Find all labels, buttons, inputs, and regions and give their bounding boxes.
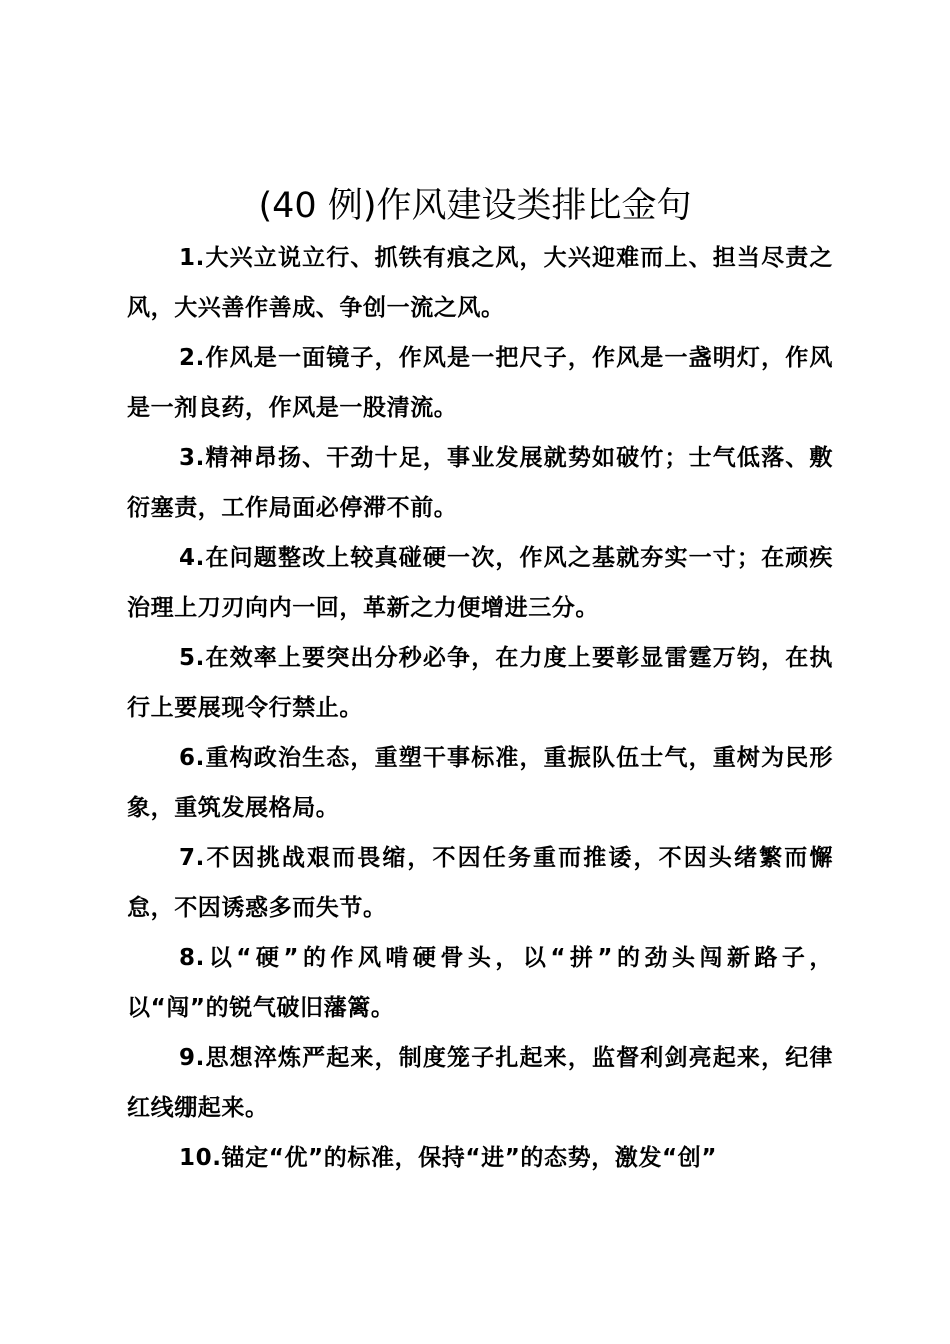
paragraph-8: 8.以“硬”的作风啃硬骨头，以“拼”的劲头闯新路子，以“闯”的锐气破旧藩篱。 [127,945,833,1021]
paragraph-7: 7.不因挑战艰而畏缩，不因任务重而推诿，不因头绪繁而懈怠，不因诱惑多而失节。 [127,845,833,921]
paragraph-1: 1.大兴立说立行、抓铁有痕之风，大兴迎难而上、担当尽责之风，大兴善作善成、争创一流之风。 [127,245,833,321]
paragraph-5: 5.在效率上要突出分秒必争，在力度上要彰显雷霆万钧，在执行上要展现令行禁止。 [127,645,833,721]
document-body [127,233,833,1183]
document-title: (40 例)作风建设类排比金句 [258,186,692,226]
paragraph-6: 6.重构政治生态，重塑干事标准，重振队伍士气，重树为民形象，重筑发展格局。 [127,745,833,821]
paragraph-3: 3.精神昂扬、干劲十足，事业发展就势如破竹；士气低落、敷衍塞责，工作局面必停滞不前。 [127,445,833,521]
paragraph-9: 9.思想淬炼严起来，制度笼子扎起来，监督利剑亮起来，纪律红线绷起来。 [127,1045,833,1121]
paragraph-10: 10.锚定“优”的标准，保持“进”的态势，激发“创” [179,1145,718,1171]
paragraph-2: 2.作风是一面镜子，作风是一把尺子，作风是一盏明灯，作风是一剂良药，作风是一股清流。 [127,345,833,421]
paragraph-4: 4.在问题整改上较真碰硬一次，作风之基就夯实一寸；在顽疾治理上刀刃向内一回，革新之力便增进三分。 [127,545,833,621]
